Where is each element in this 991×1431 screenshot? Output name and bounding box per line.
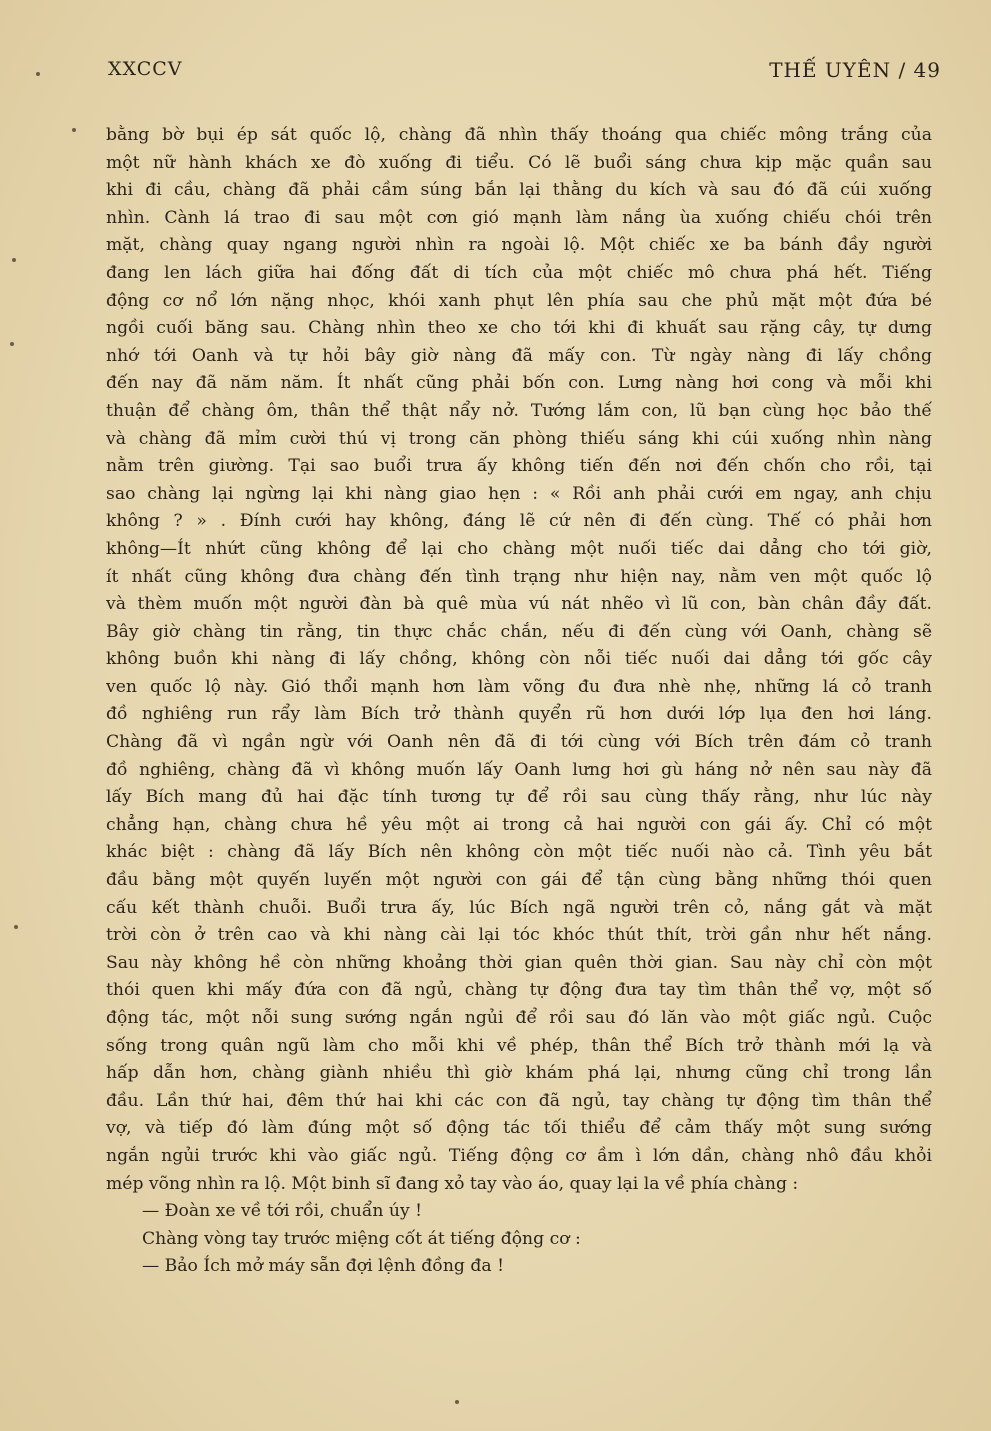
dialog-line: — Bảo Ích mở máy sẵn đợi lệnh đồng đa ! [142,1256,504,1277]
text-line: bằng bờ bụi ép sát quốc lộ, chàng đã nhìn thấy thoáng qua chiếc mông trắng của [106,125,932,145]
issue-number: XXCCV [108,58,183,80]
body-text [106,122,932,1281]
text-line: sống trong quân ngũ làm cho mỗi khi về phép, thân thể Bích trở thành mới lạ và [106,1035,932,1056]
text-line: một nữ hành khách xe đò xuống đi tiểu. Có lẽ buổi sáng chưa kịp mặc quần sau [106,152,932,173]
margin-speck [14,925,18,929]
text-line: khác biệt : chàng đã lấy Bích nên không còn một tiếc nuối nào cả. Tình yêu bắt [106,842,932,863]
text-line: khi đi cầu, chàng đã phải cầm súng bắn lại thằng du kích và sau đó đã cúi xuống [106,180,932,201]
text-line: Chàng đã vì ngần ngừ với Oanh nên đã đi tới cùng với Bích trên đám cỏ tranh [106,732,932,753]
margin-speck [12,258,16,262]
margin-speck [36,72,40,76]
text-line: ngồi cuối băng sau. Chàng nhìn theo xe cho tới khi đi khuất sau rặng cây, tự dưng [106,318,932,339]
text-line: không buồn khi nàng đi lấy chồng, không còn nỗi tiếc nuối dai dẳng tới gốc cây [106,649,932,670]
text-line: đầu. Lần thứ hai, đêm thứ hai khi các con đã ngủ, tay chàng tự động tìm thân thể [106,1090,932,1111]
dialog-line: Chàng vòng tay trước miệng cốt át tiếng động cơ : [142,1228,581,1249]
text-line: nhớ tới Oanh và tự hỏi bây giờ nàng đã mấy con. Từ ngày nàng đi lấy chồng [106,345,932,366]
text-line: thuận để chàng ôm, thân thể thật nẩy nở. Tướng lắm con, lũ bạn cùng học bảo thế [106,400,932,421]
page-header [108,58,941,92]
margin-speck [455,1400,459,1404]
text-line: hấp dẫn hơn, chàng giành nhiều thì giờ khám phá lại, nhưng cũng chỉ trong lần [106,1063,932,1084]
text-line: vợ, và tiếp đó làm đúng một số động tác tối thiểu để cảm thấy một sung sướng [106,1118,932,1139]
text-line: động cơ nổ lớn nặng nhọc, khói xanh phụt lên phía sau che phủ mặt một đứa bé [106,290,932,311]
text-line: đồ nghiêng, chàng đã vì không muốn lấy Oanh lưng hơi gù háng nở nên sau này đã [106,759,932,780]
text-line: trời còn ở trên cao và khi nàng cài lại tóc khóc thút thít, trời gần như hết nắng. [106,925,932,946]
text-line: đang len lách giữa hai đống đất di tích của một chiếc mô chưa phá hết. Tiếng [106,262,932,283]
dialog-line: — Đoàn xe về tới rồi, chuẩn úy ! [142,1201,423,1222]
margin-speck [10,342,14,346]
running-head: THẾ UYÊN / 49 [769,58,941,82]
text-line: thói quen khi mấy đứa con đã ngủ, chàng tự động đưa tay tìm thân thể vợ, một số [106,980,932,1001]
text-line: Bây giờ chàng tin rằng, tin thực chắc chắn, nếu đi đến cùng với Oanh, chàng sẽ [106,621,932,642]
text-line: ven quốc lộ này. Gió thổi mạnh hơn làm võng đu đưa nhè nhẹ, những lá cỏ tranh [106,676,932,697]
text-line: đồ nghiêng run rẩy làm Bích trở thành quyển rũ hơn dưới lớp lụa đen hơi láng. [106,704,932,725]
text-line: và chàng đã mỉm cười thú vị trong căn phòng thiếu sáng khi cúi xuống nhìn nàng [106,428,932,449]
text-line: ít nhất cũng không đưa chàng đến tình trạng như hiện nay, nằm ven một quốc lộ [106,566,932,587]
text-line: ngắn ngủi trước khi vào giấc ngủ. Tiếng động cơ ầm ì lớn dần, chàng nhô đầu khỏi [106,1145,932,1166]
text-line: cấu kết thành chuỗi. Buổi trưa ấy, lúc Bích ngã người trên cỏ, nắng gắt và mặt [106,897,932,918]
text-line: đến nay đã năm năm. Ít nhất cũng phải bốn con. Lưng nàng hơi cong và mỗi khi [106,373,932,394]
text-line: chẳng hạn, chàng chưa hề yêu một ai trong cả hai người con gái ấy. Chỉ có một [106,814,932,835]
text-line: động tác, một nỗi sung sướng ngắn ngủi để rồi sau đó lăn vào một giấc ngủ. Cuộc [106,1008,932,1028]
text-line: sao chàng lại ngừng lại khi nàng giao hẹn : « Rồi anh phải cưới em ngay, anh chịu [106,483,932,504]
text-line: nhìn. Cành lá trao đi sau một cơn gió mạnh làm nắng ùa xuống chiếu chói trên [106,207,932,228]
text-line: mép võng nhìn ra lộ. Một binh sĩ đang xỏ tay vào áo, quay lại la về phía chàng : [106,1173,799,1194]
text-line: và thèm muốn một người đàn bà quê mùa vú nát nhẽo vì lũ con, bàn chân đầy đất. [106,594,932,615]
text-line: không ? » . Đính cưới hay không, đáng lẽ cứ nên đi đến cùng. Thế có phải hơn [106,511,932,532]
text-line: nằm trên giường. Tại sao buổi trưa ấy không tiến đến nơi đến chốn cho rồi, tại [106,456,932,477]
text-line: lấy Bích mang đủ hai đặc tính tương tự để rồi sau cùng thấy rằng, như lúc này [106,787,932,808]
margin-speck [72,128,76,132]
text-line: không—Ít nhứt cũng không để lại cho chàng một nuối tiếc dai dẳng cho tới giờ, [106,538,932,559]
text-line: Sau này không hề còn những khoảng thời gian quên thời gian. Sau này chỉ còn một [106,952,932,973]
text-line: đầu bằng một quyến luyến một người con gái để tận cùng bằng những thói quen [106,870,932,891]
text-line: mặt, chàng quay ngang người nhìn ra ngoài lộ. Một chiếc xe ba bánh đầy người [106,235,932,256]
